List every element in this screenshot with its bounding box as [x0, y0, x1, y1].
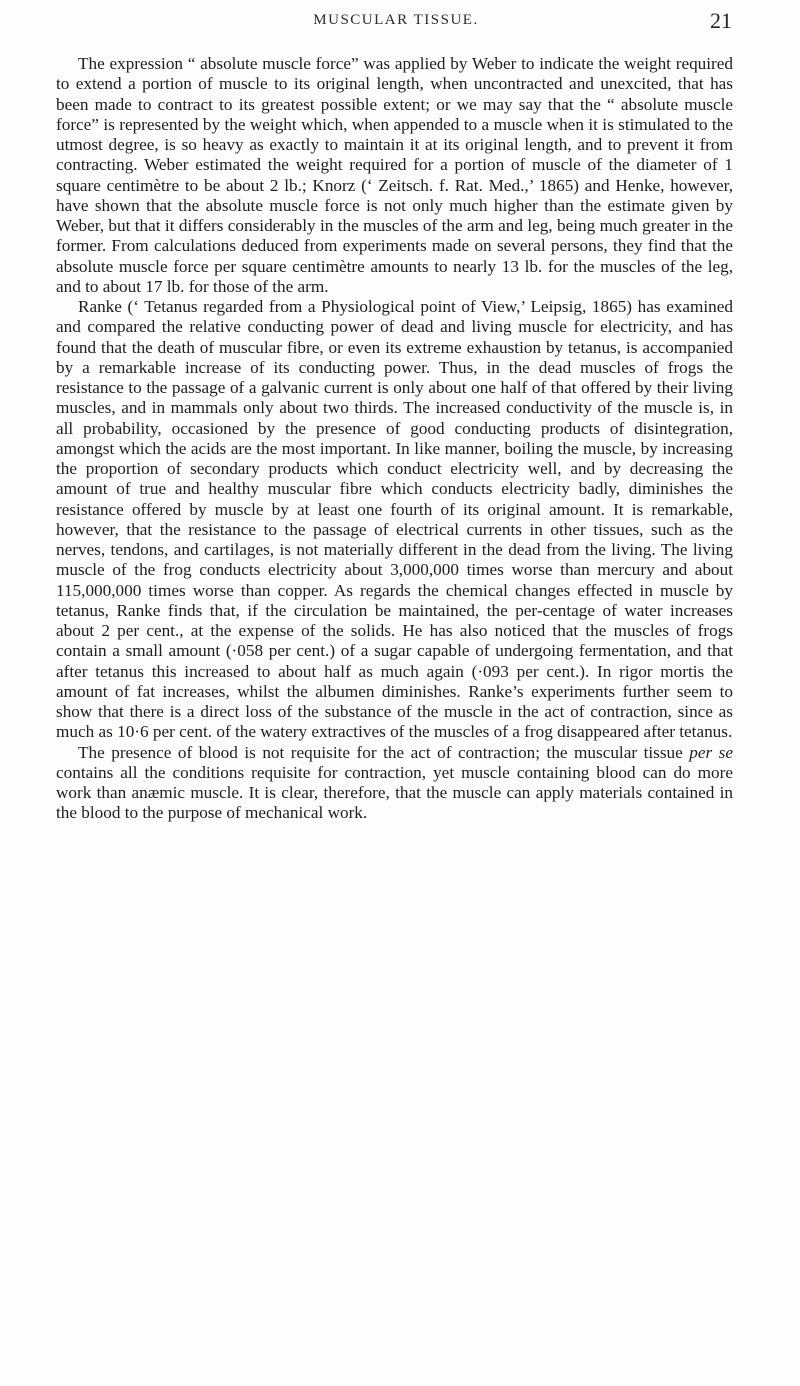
- page-number: 21: [710, 8, 732, 33]
- body-text: [56, 54, 733, 824]
- italic-phrase: per se: [689, 742, 733, 762]
- running-head: [60, 8, 732, 38]
- paragraph-blood-contraction: [56, 743, 733, 824]
- paragraph-text-before: The presence of blood is not requisite for the act of contraction; the muscular tissue: [78, 742, 690, 762]
- paragraph-absolute-muscle-force: The expression “ absolute muscle force” was applied by Weber to indicate the weight required to extend a portion of muscle to its original length, when uncontracted and unexcited, that has been made to contract to its greatest possible extent; or we may say that the “ absolute muscle force” is represented by the weight which, when appended to a muscle when it is stimulated to the utmost degree, is so heavy as exactly to maintain it at its original length, and to prevent it from contracting. Weber estimated the weight required for a portion of muscle of the diameter of 1 square centimètre to be about 2 lb.; Knorz (‘ Zeitsch. f. Rat. Med.,’ 1865) and Henke, however, have shown that the absolute muscle force is not only much higher than the estimate given by Weber, but that it differs considerably in the muscles of the arm and leg, being much greater in the former. From calculations deduced from experiments made on several persons, they find that the absolute muscle force per square centimètre amounts to nearly 13 lb. for the muscles of the leg, and to about 17 lb. for those of the arm.: [56, 54, 733, 296]
- paragraph-text-after: contains all the conditions requisite for contraction, yet muscle containing blood can do more work than anæmic muscle. It is clear, therefore, that the muscle can apply materials contained in the blood to the purpose of mechanical work.: [56, 762, 733, 823]
- running-title: MUSCULAR TISSUE.: [313, 12, 479, 28]
- paragraph-ranke-tetanus: Ranke (‘ Tetanus regarded from a Physiological point of View,’ Leipsig, 1865) has examined and compared the relative conducting power of dead and living muscle for electricity, and has found that the death of muscular fibre, or even its extreme exhaustion by tetanus, is accompanied by a remarkable increase of its conducting power. Thus, in the dead muscles of frogs the resistance to the passage of a galvanic current is only about one half of that offered by their living muscles, and in mammals only about two thirds. The increased conductivity of the muscle is, in all probability, occasioned by the presence of good conducting products of disintegration, amongst which the acids are the most important. In like manner, boiling the muscle, by increasing the proportion of secondary products which conduct electricity well, and by decreasing the amount of true and healthy muscular fibre which conducts electricity badly, diminishes the resistance offered by muscle by at least one fourth of its original amount. It is remarkable, however, that the resistance to the passage of electrical currents in other tissues, such as the nerves, tendons, and cartilages, is not materially different in the dead from the living. The living muscle of the frog conducts electricity about 3,000,000 times worse than mercury and about 115,000,000 times worse than copper. As regards the chemical changes effected in muscle by tetanus, Ranke finds that, if the circulation be maintained, the per-centage of water increases about 2 per cent., at the expense of the solids. He has also noticed that the muscles of frogs contain a small amount (·058 per cent.) of a sugar capable of undergoing fermentation, and that after tetanus this increased to about half as much again (·093 per cent.). In rigor mortis the amount of fat increases, whilst the albumen diminishes. Ranke’s experiments further seem to show that there is a direct loss of the substance of the muscle in the act of contraction, since as much as 10·6 per cent. of the watery extractives of the muscles of a frog disappeared after tetanus.: [56, 297, 733, 742]
